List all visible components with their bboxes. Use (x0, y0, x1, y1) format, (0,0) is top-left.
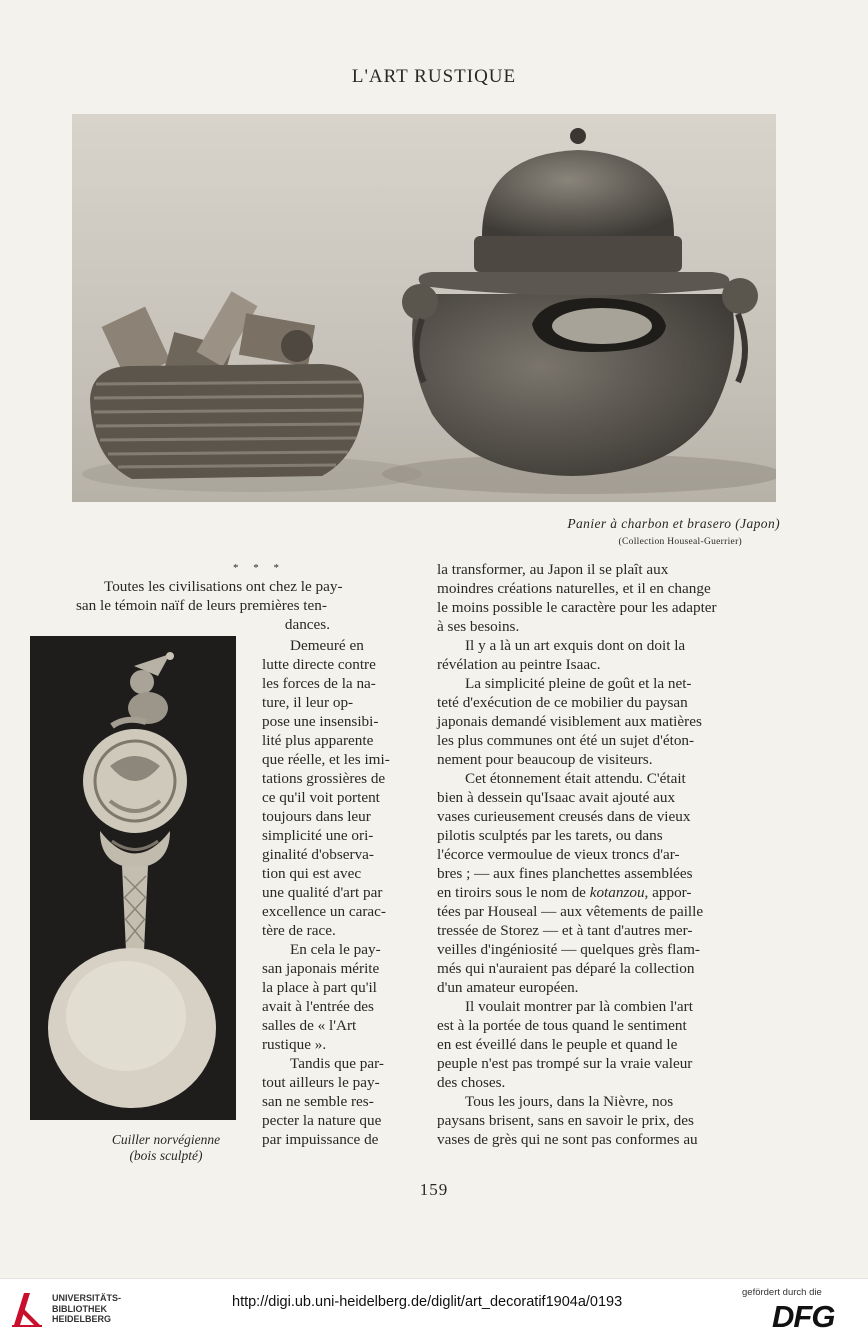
intro-line: Toutes les civilisations ont chez le pay- (104, 578, 343, 595)
text-line: la place à part qu'il (262, 979, 377, 996)
text-line: le moins possible le caractère pour les adapter (437, 599, 717, 616)
text-line: la transformer, au Japon il se plaît aux (437, 561, 669, 578)
text-line: ginalité d'observa- (262, 846, 374, 863)
main-figure-caption (567, 516, 780, 532)
basket-brasero-photo (72, 114, 776, 502)
text-line: révélation au peintre Isaac. (437, 656, 601, 673)
text-line: teté d'exécution de ce mobilier du paysan (437, 694, 688, 711)
text-line (437, 883, 775, 902)
text-line: pilotis sculptés par les tarets, ou dans (437, 827, 663, 844)
text-line: excellence un carac- (262, 903, 386, 920)
text-line: tations grossières de (262, 770, 386, 787)
intro-line: dances. (284, 616, 330, 633)
permalink-url[interactable]: http://digi.ub.uni-heidelberg.de/diglit/art_decoratif1904a/0193 (232, 1294, 623, 1310)
main-figure-credit: (Collection Houseal-Guerrier) (618, 537, 742, 547)
left-text-column (262, 636, 414, 1149)
caption-region: (Japon) (735, 516, 780, 531)
text-line: vases de grès qui ne sont pas conformes au (437, 1131, 698, 1148)
text-fragment: en tiroirs sous le nom de (437, 884, 586, 901)
text-line: tion qui est avec (262, 865, 362, 882)
text-line: La simplicité pleine de goût et la net- (465, 675, 692, 692)
text-line: Tous les jours, dans la Nièvre, nos (465, 1093, 674, 1110)
text-line: Demeuré en (290, 637, 364, 654)
text-line: tressée de Storez — et à tant d'autres mer- (437, 922, 693, 939)
text-line: En cela le pay- (290, 941, 381, 958)
running-head: L'ART RUSTIQUE (351, 66, 517, 87)
text-line: pose une insensibi- (262, 713, 379, 730)
text-line: tées par Houseal — aux vêtements de paille (437, 903, 704, 920)
text-line: més qui n'auraient pas déparé la collection (437, 960, 695, 977)
text-line: pecter la nature que (262, 1112, 382, 1129)
section-stars: * * * (233, 562, 285, 574)
text-line: à ses besoins. (437, 618, 520, 635)
text-line: moindres créations naturelles, et il en change (437, 580, 711, 597)
text-line: ce qu'il voit portent (262, 789, 380, 806)
text-line: l'écorce vermoulue de vieux troncs d'ar- (437, 846, 680, 863)
spoon-caption-line: (bois sculpté) (129, 1148, 203, 1163)
text-line: ture, il leur op- (262, 694, 354, 711)
norwegian-spoon-photo (30, 636, 236, 1120)
page-number: 159 (419, 1180, 449, 1199)
text-line: japonais demandé visiblement aux matières (437, 713, 702, 730)
library-name (52, 1293, 121, 1325)
text-line: san ne semble res- (262, 1093, 374, 1110)
library-name-line: HEIDELBERG (52, 1314, 112, 1324)
text-line: peuple n'est pas trompé sur la vraie valeur (437, 1055, 693, 1072)
text-line: Il y a là un art exquis dont on doit la (465, 637, 686, 654)
text-line: bres ; — aux fines planchettes assemblées (437, 865, 693, 882)
text-line: salles de « l'Art (262, 1017, 357, 1034)
text-line: Il voulait montrer par là combien l'art (465, 998, 693, 1015)
text-fragment: , appor- (644, 884, 692, 901)
right-text-column (437, 560, 775, 1149)
text-line: vases curieusement creusés dans de vieux (437, 808, 691, 825)
text-line: veilles d'ingéniosité — quelques grès flam- (437, 941, 700, 958)
text-line: Cet étonnement était attendu. C'était (465, 770, 686, 787)
text-line: tout ailleurs le pay- (262, 1074, 380, 1091)
text-line: san japonais mérite (262, 960, 380, 977)
text-line: nement pour beaucoup de visiteurs. (437, 751, 653, 768)
library-name-line: UNIVERSITÄTS- (52, 1293, 122, 1303)
spoon-caption-line: Cuiller norvégienne (111, 1132, 221, 1147)
text-line: toujours dans leur (262, 808, 371, 825)
text-line: que réelle, et les imi- (262, 751, 390, 768)
text-line: des choses. (437, 1074, 506, 1091)
university-library-logo-icon[interactable] (10, 1289, 44, 1334)
text-line: bien à dessein qu'Isaac avait ajouté aux (437, 789, 676, 806)
italic-term: kotanzou (589, 884, 645, 901)
text-line: les forces de la na- (262, 675, 376, 692)
text-line: en est éveillé dans le peuple et quand le (437, 1036, 678, 1053)
intro-line: san le témoin naïf de leurs premières ten- (76, 597, 327, 614)
text-line: par impuissance de (262, 1131, 379, 1148)
text-line: rustique ». (262, 1036, 327, 1053)
library-name-line: BIBLIOTHEK (52, 1303, 107, 1314)
spoon-figure-caption (96, 1132, 236, 1164)
intro-paragraph (76, 577, 410, 634)
digitization-footer (0, 1278, 868, 1342)
text-line: tère de race. (262, 922, 336, 939)
text-line: simplicité une ori- (262, 827, 374, 844)
text-line: lutte directe contre (262, 656, 376, 673)
dfg-logo-icon[interactable]: DFG (772, 1299, 835, 1334)
text-line: paysans brisent, sans en savoir le prix, des (437, 1112, 694, 1129)
text-line: une qualité d'art par (262, 884, 383, 901)
text-line: est à la portée de tous quand le sentiment (437, 1017, 687, 1034)
caption-text: Panier à charbon et brasero (567, 516, 732, 531)
sponsor-text: gefördert durch die (742, 1287, 822, 1298)
text-line: lité plus apparente (262, 732, 374, 749)
text-line: Tandis que par- (290, 1055, 384, 1072)
text-line: les plus communes ont été un sujet d'éton- (437, 732, 695, 749)
text-line: avait à l'entrée des (262, 998, 374, 1015)
text-line: d'un amateur européen. (437, 979, 579, 996)
